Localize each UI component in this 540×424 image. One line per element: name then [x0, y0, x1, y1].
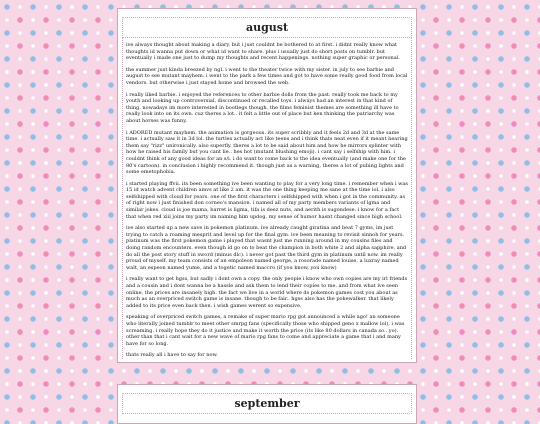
- diary-entry-august: [117, 8, 417, 363]
- entry-paragraph: i ADORED mutant mayhem. the animation is gorgeous. its super scribbly and it feels 2d and 3d at the same time. i actually saw it in 3d lol. the turtles actually act like teens and i think thats neat even if it meant hearing them say "rizz" unironically. also superfly. theres a lot to be said about him and how he mirrors splinter with how he raised his family but you cant lie.. hes hot (mutant blushing emoji). i cant say i selfship with him. i couldnt think of any good ideas for an s/i. i do want to come back to the idea eventually (and make one for the 80's cartoon). in conclusion i highly recommend it. though just as a warning, theres a lot of pubing lights and some emetophobia.: [126, 129, 408, 176]
- entry-body: [122, 38, 412, 359]
- entry-title: august: [122, 17, 412, 38]
- diary-entry-september: [117, 384, 417, 424]
- entry-paragraph: speaking of overpriced switch games, a remake of super mario rpg got announced a while ago! an someone who literally joined tumblr to meet other smrpg fans (specifically those who shipped geno x mallow lol), i was screaming. i really hope they do it justice and make it worth the price (its like 80 dollars in canada so.. yo). other than that i cant wait for a new wave of mario rpg fans to come and appreciate a game that i and many have for so long.: [126, 314, 405, 347]
- entry-title: september: [122, 393, 412, 414]
- entry-paragraph: i started playing ffvii. its been something ive been wanting to play for a very long time. i remember when i was 15 id watch advent children amvs at like 2 am. it was the one thing keeping me sane at the time lol. i also selfshipped with cloud for years. one of the first characters i selfshipped with when i got in the community. as of right now i just finished don corneo's mansion. i named all of my party members variants of lgma and similar jokes. cloud is joe mama, barret is ligma, tifa is deez nuts, and aerith is sugondese. i know for a fact that when red xiii joins my party im naming him updog. my sense of humor hasnt changed since high school.: [126, 180, 408, 220]
- entry-paragraph: ive also started up a new save in pokemon platinum. ive already caught giratina and beat 7 gyms, im just trying to catch a roaming mesprit and level up for the final gym. ive been meaning to revisit sinnoh for years. platinum was the first pokemon game i played that wasnt just me running around in my cousins files and doing random encounters. even though id go on to beat the champion in both white 2 and alpha sapphire, and do all the post story stuff in sword (minus dlc). i never got past the third gym in platinum until now. im really proud of myself. my team consists of an empoleon named george, a rosorade named louise, a luxray named walt, an espeon named yume, and a togetic named maccro (if you know, you know): [126, 225, 407, 271]
- entry-paragraph: i really want to get hgss, but sadly i dont own a copy. the only people i know who own copies are my irl friends and a cousin and i dont wanna be a hassle and ask them to lend their copies to me. and from what ive seen online, the prices are insanely high. the fact we live in a world where ds pokemon games cost you about as much as an overpriced switch game is insane. though to be fair.. hgss also has the pokewalker. that likely added to its price even back then. i wish games werent so expensive.: [126, 276, 408, 309]
- entry-paragraph: i really liked barbie. i enjoyed the references to other barbie dolls from the past. really took me back to my youth and looking up controversial, discontinued or recalled toys. i always had an interest in that kind of thing. nowadays im more interested in bootlegs though. the films feminist themes are something ill have to really look into on its own. cuz theres a lot.. it felt a little out of place but ken thinking the patriarchy was about horses was funny.: [126, 91, 399, 124]
- entry-paragraph: ive always thought about making a diary, but i just couldnt be bothered to at first. i didnt really know what thoughts id wanna put down or what id want to share. plus i usually just do short posts on tumblr. but eventually i made one just to dump my thoughts and recent happenings. nothing super graphic or personal.: [126, 42, 400, 62]
- entry-paragraph: thats really all i have to say for now.: [126, 352, 218, 359]
- entry-paragraph: the summer just kinda breezed by ngl. i went to the theater twice with my sister. in july to see barbie and august to see mutant mayhem. i went to the park a few times and got to have some really good food from local vendors. but otherwise i just stayed home and browsed the web.: [126, 66, 408, 86]
